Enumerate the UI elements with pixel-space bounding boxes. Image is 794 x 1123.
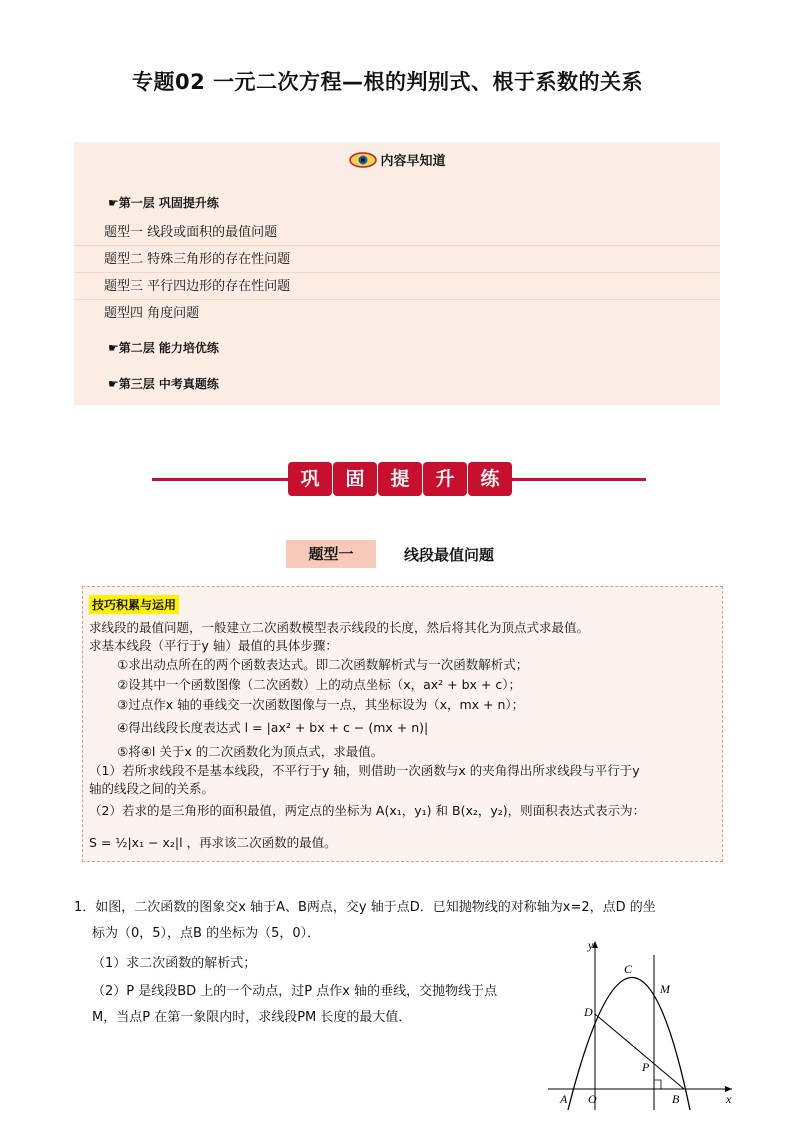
section-title: 线段最值问题 (404, 546, 495, 564)
banner-char-2: 固 (333, 462, 377, 496)
tips-step: ①求出动点所在的两个函数表达式。即二次函数解析式与一次函数解析式； (117, 657, 529, 672)
banner-char-5: 练 (468, 462, 512, 496)
question-text: （1）求二次函数的解析式； (92, 956, 257, 971)
toc-layer-1[interactable]: ☛第一层 巩固提升练 (108, 196, 219, 210)
tips-line: （2）若求的是三角形的面积最值，两定点的坐标为 A(x₁，y₁) 和 B(x₂，y₂)，则面积表达式表示为： (89, 803, 646, 818)
label-c: C (624, 962, 633, 976)
toc-layer-2[interactable]: ☛第二层 能力培优练 (108, 341, 219, 355)
toc-header (74, 150, 720, 173)
eye-icon (348, 151, 378, 173)
question-text: 1．如图，二次函数的图象交x 轴于A、B两点，交y 轴于点D．已知抛物线的对称轴为x=2，点D 的坐 (74, 900, 656, 915)
toc-panel (74, 142, 720, 405)
question-text: 标为（0，5），点B 的坐标为（5，0）． (92, 926, 321, 941)
banner-char-4: 升 (423, 462, 467, 496)
tips-line: 轴的线段之间的关系。 (89, 781, 215, 796)
tips-step: ②设其中一个函数图像（二次函数）上的动点坐标（x，ax² + bx + c）； (117, 677, 521, 692)
tips-line: 求线段的最值问题，一般建立二次函数模型表示线段的长度，然后将其化为顶点式求最值。 (89, 620, 590, 635)
question-text: M，当点P 在第一象限内时，求线段PM 长度的最大值． (92, 1010, 412, 1025)
segment-bd (595, 1014, 684, 1089)
label-p: P (642, 1060, 650, 1074)
banner-char-1: 巩 (288, 462, 332, 496)
tips-tag: 技巧积累与运用 (89, 595, 179, 614)
label-d: D (584, 1005, 593, 1019)
banner-char-3: 提 (378, 462, 422, 496)
label-m: M (660, 982, 670, 996)
banner-line-right (510, 478, 646, 481)
tips-line: 求基本线段（平行于y 轴）最值的具体步骤： (89, 638, 338, 653)
tips-line: （1）若所求线段不是基本线段，不平行于y 轴，则借助一次函数与x 的夹角得出所求线段与平行于y (89, 763, 640, 778)
toc-type-3[interactable]: 题型三 平行四边形的存在性问题 (74, 274, 720, 300)
toc-layer-3[interactable]: ☛第三层 中考真题练 (108, 377, 219, 391)
toc-header-label: 内容早知道 (380, 154, 446, 169)
tips-formula: S = ½|x₁ − x₂|l ，再求该二次函数的最值。 (89, 835, 337, 850)
label-y: y (588, 938, 594, 952)
label-x: x (726, 1092, 732, 1106)
section-label: 题型一 (286, 540, 376, 568)
parabola-figure (540, 935, 740, 1115)
tips-step: ⑤将④l 关于x 的二次函数化为顶点式，求最值。 (117, 744, 384, 759)
label-b: B (672, 1092, 680, 1106)
page-title: 专题02 一元二次方程—根的判别式、根于系数的关系 (132, 70, 644, 94)
tips-step: ④得出线段长度表达式 l = |ax² + bx + c − (mx + n)| (117, 720, 429, 735)
tips-box (82, 586, 723, 862)
question-text: （2）P 是线段BD 上的一个动点，过P 点作x 轴的垂线，交抛物线于点 (92, 984, 498, 999)
banner-line-left (152, 478, 288, 481)
label-o: O (588, 1092, 597, 1106)
right-angle-marker (654, 1080, 661, 1089)
parabola-curve (568, 978, 690, 1111)
tips-step: ③过点作x 轴的垂线交一次函数图像与一点，其坐标设为（x，mx + n）； (117, 697, 525, 712)
toc-type-1[interactable]: 题型一 线段或面积的最值问题 (74, 220, 720, 246)
toc-type-4[interactable]: 题型四 角度问题 (104, 306, 200, 321)
toc-type-2[interactable]: 题型二 特殊三角形的存在性问题 (74, 247, 720, 273)
label-a: A (560, 1092, 568, 1106)
